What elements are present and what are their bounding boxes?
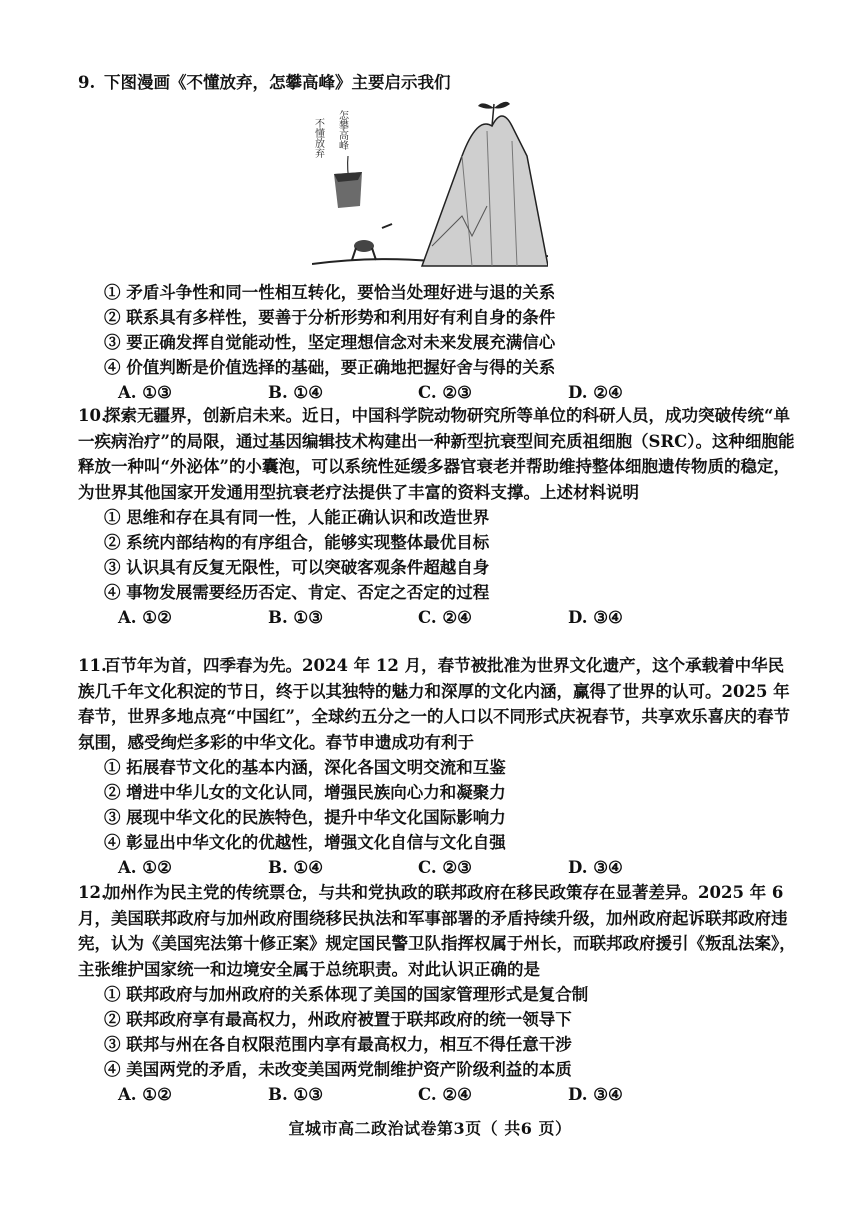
option-3: ③ 要正确发挥自觉能动性，坚定理想信念对未来发展充满信心	[104, 333, 556, 352]
option-2: ② 联系具有多样性，要善于分析形势和利用好有利自身的条件	[104, 308, 556, 327]
choice-b[interactable]: B. ①③	[268, 1085, 324, 1104]
option-1: ① 思维和存在具有同一性，人能正确认识和改造世界	[104, 508, 490, 527]
choice-d[interactable]: D. ③④	[568, 608, 623, 627]
question-9-stem: 9. 下图漫画《不懂放弃，怎攀高峰》主要启示我们	[78, 70, 798, 96]
page-footer: 宣城市高二政治试卷第3页（ 共6 页）	[288, 1119, 572, 1138]
choice-c[interactable]: C. ②④	[418, 608, 472, 627]
choice-a[interactable]: A. ①③	[118, 383, 172, 402]
choice-d[interactable]: D. ②④	[568, 383, 623, 402]
choice-b[interactable]: B. ①③	[268, 608, 324, 627]
option-2: ② 联邦政府享有最高权力，州政府被置于联邦政府的统一领导下	[104, 1010, 572, 1029]
option-2: ② 增进中华儿女的文化认同，增强民族向心力和凝聚力	[104, 783, 506, 802]
option-1: ① 联邦政府与加州政府的关系体现了美国的国家管理形式是复合制	[104, 985, 589, 1004]
question-number: 10.	[78, 406, 107, 425]
option-4: ④ 彰显出中华文化的优越性，增强文化自信与文化自强	[104, 833, 506, 852]
question-number: 12.	[78, 883, 107, 902]
question-10-stem: 10.探索无疆界，创新启未来。近日，中国科学院动物研究所等单位的科研人员，成功突破传统“单一疾病治疗”的局限，通过基因编辑技术构建出一种新型抗衰型间充质祖细胞（SRC）。这种细胞能释放一种叫“外泌体”的小囊泡，可以系统性延缓多器官衰老并帮助维持整体细胞遗传物质的稳定，为世界其他国家开发通用型抗衰老疗法提供了丰富的资料支撑。上述材料说明	[78, 403, 798, 505]
question-9	[78, 70, 798, 96]
question-number: 11.	[78, 656, 107, 675]
question-number: 9.	[78, 73, 96, 92]
choice-b[interactable]: B. ①④	[268, 858, 324, 877]
answer-choices	[78, 1082, 798, 1107]
choice-a[interactable]: A. ①②	[118, 608, 172, 627]
choice-c[interactable]: C. ②③	[418, 383, 472, 402]
question-10	[78, 403, 798, 630]
choice-d[interactable]: D. ③④	[568, 1085, 623, 1104]
choice-c[interactable]: C. ②④	[418, 1085, 472, 1104]
option-3: ③ 认识具有反复无限性，可以突破客观条件超越自身	[104, 558, 490, 577]
question-11-stem: 11.百节年为首，四季春为先。2024 年 12 月，春节被批准为世界文化遗产，这个承载着中华民族几千年文化积淀的节日，终于以其独特的魅力和深厚的文化内涵，赢得了世界的认可。2025 年春节，世界多地点亮“中国红”，全球约五分之一的人口以不同形式庆祝春节，共享欢乐喜庆的春节氛围，感受绚烂多彩的中华文化。春节申遗成功有利于	[78, 653, 798, 755]
option-4: ④ 事物发展需要经历否定、肯定、否定之否定的过程	[104, 583, 490, 602]
option-4: ④ 美国两党的矛盾，未改变美国两党制维护资产阶级利益的本质	[104, 1060, 572, 1079]
option-4: ④ 价值判断是价值选择的基础，要正确地把握好舍与得的关系	[104, 358, 556, 377]
choice-b[interactable]: B. ①④	[268, 383, 324, 402]
option-3: ③ 联邦与州在各自权限范围内享有最高权力，相互不得任意干涉	[104, 1035, 572, 1054]
cartoon-caption-1: 不懂放弃	[312, 118, 324, 158]
cartoon-caption-2: 怎攀高峰	[336, 110, 348, 150]
option-1: ① 矛盾斗争性和同一性相互转化，要恰当处理好进与退的关系	[104, 283, 556, 302]
question-9-options	[78, 280, 798, 405]
option-2: ② 系统内部结构的有序组合，能够实现整体最优目标	[104, 533, 490, 552]
choice-a[interactable]: A. ①②	[118, 1085, 172, 1104]
answer-choices	[78, 855, 798, 880]
option-1: ① 拓展春节文化的基本内涵，深化各国文明交流和互鉴	[104, 758, 506, 777]
option-3: ③ 展现中华文化的民族特色，提升中华文化国际影响力	[104, 808, 506, 827]
question-12	[78, 880, 798, 1107]
question-12-stem: 12.加州作为民主党的传统票仓，与共和党执政的联邦政府在移民政策存在显著差异。2025 年 6 月，美国联邦政府与加州政府围绕移民执法和军事部署的矛盾持续升级，加州政府起诉联邦政府违宪，认为《美国宪法第十修正案》规定国民警卫队指挥权属于州长，而联邦政府援引《叛乱法案》，主张维护国家统一和边境安全属于总统职责。对此认识正确的是	[78, 880, 798, 982]
choice-d[interactable]: D. ③④	[568, 858, 623, 877]
answer-choices	[78, 605, 798, 630]
choice-a[interactable]: A. ①②	[118, 858, 172, 877]
choice-c[interactable]: C. ②③	[418, 858, 472, 877]
cartoon-illustration	[312, 96, 548, 270]
question-11	[78, 653, 798, 880]
answer-choices	[78, 380, 798, 405]
